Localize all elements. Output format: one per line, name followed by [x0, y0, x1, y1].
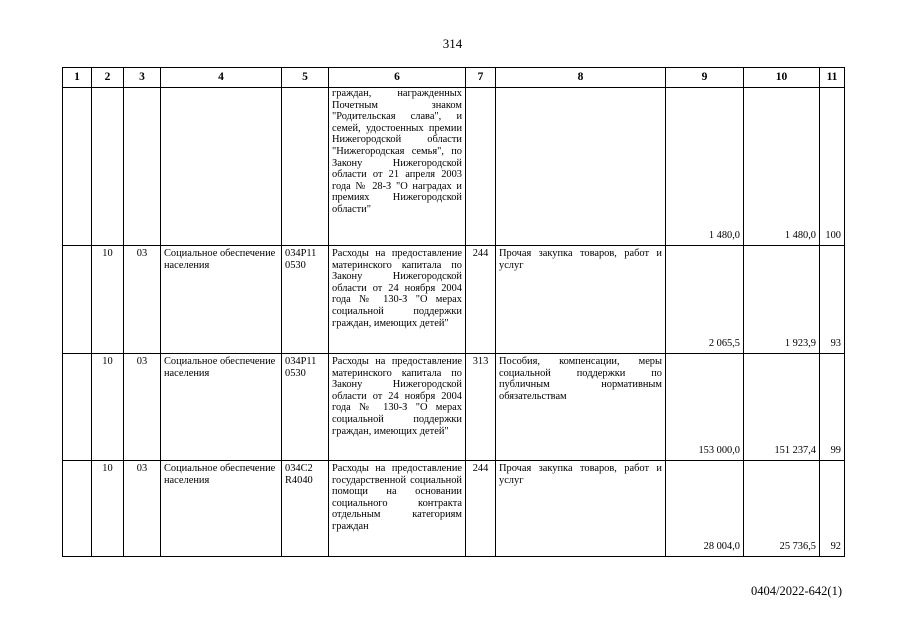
- cell-expense-description: Расходы на предоставление материнского капитала по Закону Нижегородской области от 24 ноября 2004 года № 130-З "О мерах социальной поддержки граждан, имеющих детей": [329, 246, 466, 354]
- cell-target-code: 034P11 0530: [282, 354, 329, 461]
- cell-target-code: 034P11 0530: [282, 246, 329, 354]
- cell-row-number: [63, 88, 92, 246]
- column-header: 11: [820, 68, 845, 88]
- cell-section-name: Социальное обеспечение населения: [161, 246, 282, 354]
- cell-expense-type-code: [466, 88, 496, 246]
- cell-execution-percent: 92: [820, 461, 845, 557]
- cell-execution-percent: 100: [820, 88, 845, 246]
- cell-planned-amount: 28 004,0: [666, 461, 744, 557]
- page-number: 314: [442, 36, 463, 51]
- cell-target-code: [282, 88, 329, 246]
- table-row: [63, 461, 845, 557]
- cell-expense-description: граждан, награжденных Почетным знаком "Родительская слава", и семей, удостоенных премии Нижегородской области "Нижегородская семья", по Закону Нижегородской области от 21 апреля 2003 года № 28-З "О наградах и премиях Нижегородской области": [329, 88, 466, 246]
- table-header-row: [63, 68, 845, 88]
- cell-section: 10: [92, 354, 124, 461]
- cell-subsection: 03: [124, 461, 161, 557]
- cell-execution-percent: 93: [820, 246, 845, 354]
- cell-section: [92, 88, 124, 246]
- column-header: 6: [329, 68, 466, 88]
- budget-table: [62, 67, 845, 557]
- document-code: 0404/2022-642(1): [751, 584, 842, 598]
- cell-executed-amount: 1 923,9: [744, 246, 820, 354]
- column-header: 9: [666, 68, 744, 88]
- cell-row-number: [63, 246, 92, 354]
- table-row: [63, 354, 845, 461]
- cell-section: 10: [92, 246, 124, 354]
- cell-section-name: Социальное обеспечение населения: [161, 354, 282, 461]
- cell-section-name: [161, 88, 282, 246]
- column-header: 8: [496, 68, 666, 88]
- cell-row-number: [63, 354, 92, 461]
- cell-expense-type-code: 313: [466, 354, 496, 461]
- column-header: 1: [63, 68, 92, 88]
- table-row: [63, 246, 845, 354]
- cell-executed-amount: 1 480,0: [744, 88, 820, 246]
- cell-expense-description: Расходы на предоставление материнского капитала по Закону Нижегородской области от 24 ноября 2004 года № 130-З "О мерах социальной поддержки граждан, имеющих детей": [329, 354, 466, 461]
- cell-executed-amount: 25 736,5: [744, 461, 820, 557]
- cell-section: 10: [92, 461, 124, 557]
- cell-subsection: 03: [124, 354, 161, 461]
- cell-expense-type-name: Прочая закупка товаров, работ и услуг: [496, 246, 666, 354]
- cell-subsection: [124, 88, 161, 246]
- column-header: 2: [92, 68, 124, 88]
- column-header: 7: [466, 68, 496, 88]
- cell-planned-amount: 153 000,0: [666, 354, 744, 461]
- column-header: 4: [161, 68, 282, 88]
- cell-expense-type-name: [496, 88, 666, 246]
- cell-expense-description: Расходы на предоставление государственной социальной помощи на основании социального контракта отдельным категориям граждан: [329, 461, 466, 557]
- cell-execution-percent: 99: [820, 354, 845, 461]
- cell-expense-type-name: Прочая закупка товаров, работ и услуг: [496, 461, 666, 557]
- cell-planned-amount: 1 480,0: [666, 88, 744, 246]
- cell-expense-type-name: Пособия, компенсации, меры социальной поддержки по публичным нормативным обязательствам: [496, 354, 666, 461]
- table-row: [63, 88, 845, 246]
- cell-planned-amount: 2 065,5: [666, 246, 744, 354]
- cell-expense-type-code: 244: [466, 461, 496, 557]
- cell-row-number: [63, 461, 92, 557]
- cell-target-code: 034C2 R4040: [282, 461, 329, 557]
- cell-executed-amount: 151 237,4: [744, 354, 820, 461]
- cell-subsection: 03: [124, 246, 161, 354]
- cell-section-name: Социальное обеспечение населения: [161, 461, 282, 557]
- column-header: 3: [124, 68, 161, 88]
- cell-expense-type-code: 244: [466, 246, 496, 354]
- column-header: 10: [744, 68, 820, 88]
- column-header: 5: [282, 68, 329, 88]
